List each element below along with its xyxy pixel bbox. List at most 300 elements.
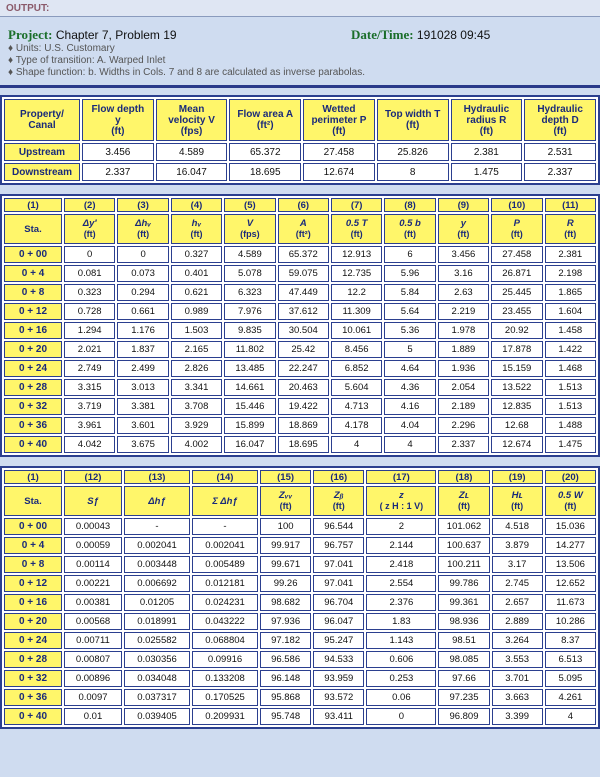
table-cell: 3.719 <box>64 398 115 415</box>
table-cell: 96.148 <box>260 670 311 687</box>
column-header <box>438 486 489 516</box>
table-cell: 11.802 <box>224 341 275 358</box>
table-cell: 25.826 <box>377 143 449 161</box>
table-cell: 65.372 <box>278 246 329 263</box>
table-cell: 0.00896 <box>64 670 122 687</box>
table-cell: 98.682 <box>260 594 311 611</box>
table-row <box>4 246 596 263</box>
project-row <box>8 27 592 43</box>
table-cell: 2.749 <box>64 360 115 377</box>
project-info <box>0 17 600 85</box>
table-cell: 0.253 <box>366 670 436 687</box>
table-row <box>4 518 596 535</box>
table-cell: 2.554 <box>366 575 436 592</box>
station-label: 0 + 20 <box>4 341 62 358</box>
table-cell: 2.296 <box>438 417 489 434</box>
table-cell: 14.277 <box>545 537 596 554</box>
header-line: (fps) <box>180 125 203 137</box>
station-label: 0 + 8 <box>4 556 62 573</box>
table-cell: 96.586 <box>260 651 311 668</box>
table-cell: 0.003448 <box>124 556 190 573</box>
table-cell: 20.92 <box>491 322 542 339</box>
header-symbol: y <box>460 218 467 229</box>
header-unit: (ft) <box>83 229 96 239</box>
table-row <box>4 575 596 592</box>
table-cell: 1.488 <box>545 417 596 434</box>
header-symbol: Δhƒ <box>148 495 166 507</box>
header-unit: (ft) <box>279 501 292 511</box>
column-header <box>4 486 62 516</box>
datetime-value: 191028 09:45 <box>416 28 491 42</box>
table-cell: 23.455 <box>491 303 542 320</box>
table-cell: 5.604 <box>331 379 382 396</box>
table-cell: 2.657 <box>492 594 543 611</box>
table-cell: 2.054 <box>438 379 489 396</box>
table-cell: 12.674 <box>491 436 542 453</box>
table-cell: 3.553 <box>492 651 543 668</box>
column-number: (2) <box>64 198 115 212</box>
table-cell: 0.00114 <box>64 556 122 573</box>
table-cell: 4.178 <box>331 417 382 434</box>
table-cell: 99.917 <box>260 537 311 554</box>
table-cell: 12.735 <box>331 265 382 282</box>
column-number: (16) <box>313 470 364 484</box>
table-cell: 37.612 <box>278 303 329 320</box>
table-cell: 12.674 <box>303 163 375 181</box>
header-line: (ft) <box>553 125 567 137</box>
table-cell: 96.047 <box>313 613 364 630</box>
table-cell: 1.513 <box>545 398 596 415</box>
column-number: (13) <box>124 470 190 484</box>
table-cell: 22.247 <box>278 360 329 377</box>
table-cell: 3.929 <box>171 417 222 434</box>
header-unit: (ft) <box>190 229 203 239</box>
column-header <box>4 214 62 244</box>
table-cell: 4.16 <box>384 398 435 415</box>
table-cell: 0.037317 <box>124 689 190 706</box>
table-cell: 6.513 <box>545 651 596 668</box>
info-line-shape: ♦ Shape function: b. Widths in Cols. 7 and 8 are calculated as inverse parabolas. <box>8 67 365 78</box>
header-symbol: V <box>246 218 254 229</box>
column-header <box>451 99 523 141</box>
column-header <box>492 486 543 516</box>
header-unit: (ft) <box>564 229 577 239</box>
table-cell: 3.264 <box>492 632 543 649</box>
column-number: (17) <box>366 470 436 484</box>
table-cell: 1.176 <box>117 322 168 339</box>
table-cell: 0.00043 <box>64 518 122 535</box>
table-cell: 4.36 <box>384 379 435 396</box>
table-cell: 10.061 <box>331 322 382 339</box>
table-cell: 3.961 <box>64 417 115 434</box>
table-cell: 1.837 <box>117 341 168 358</box>
column-header <box>545 486 596 516</box>
column-number: (20) <box>545 470 596 484</box>
header-line: (ft²) <box>256 120 274 131</box>
table-cell: 97.66 <box>438 670 489 687</box>
header-symbol: Sƒ <box>87 495 99 507</box>
table-row <box>4 613 596 630</box>
table-cell: 2.021 <box>64 341 115 358</box>
table-row <box>4 537 596 554</box>
table-cell: 0.661 <box>117 303 168 320</box>
table-cell: 27.458 <box>491 246 542 263</box>
table-cell: 3.399 <box>492 708 543 725</box>
table-cell: 95.247 <box>313 632 364 649</box>
table-row <box>4 360 596 377</box>
column-header <box>171 214 222 244</box>
header-unit: (ft) <box>332 501 345 511</box>
header-symbol: P <box>513 218 520 229</box>
station-label: 0 + 32 <box>4 398 62 415</box>
header-symbol: 0.5 T <box>345 218 368 229</box>
table-cell: 0.989 <box>171 303 222 320</box>
station-label: 0 + 00 <box>4 246 62 263</box>
table-cell: 0.034048 <box>124 670 190 687</box>
info-line-units: ♦ Units: U.S. Customary <box>8 43 115 54</box>
table-cell: 9.835 <box>224 322 275 339</box>
table-cell: 0.039405 <box>124 708 190 725</box>
table-cell: 0.024231 <box>192 594 258 611</box>
station-label: 0 + 28 <box>4 379 62 396</box>
table-cell: 0.294 <box>117 284 168 301</box>
table-cell: 3.708 <box>171 398 222 415</box>
table-cell: 4 <box>545 708 596 725</box>
table-row <box>4 341 596 358</box>
header-line: depth D <box>541 114 579 126</box>
table-cell: 5 <box>384 341 435 358</box>
column-header <box>524 99 596 141</box>
table-cell: 99.671 <box>260 556 311 573</box>
header-symbol: A <box>299 218 307 229</box>
column-number: (6) <box>278 198 329 212</box>
column-number: (9) <box>438 198 489 212</box>
table-cell: 5.36 <box>384 322 435 339</box>
table-row <box>4 303 596 320</box>
column-number: (18) <box>438 470 489 484</box>
table-cell: 0.621 <box>171 284 222 301</box>
table-row <box>4 398 596 415</box>
column-header <box>124 486 190 516</box>
table-cell: 0.006692 <box>124 575 190 592</box>
table-cell: 3.601 <box>117 417 168 434</box>
table-cell: 3.381 <box>117 398 168 415</box>
table-cell: 27.458 <box>303 143 375 161</box>
column-header <box>491 214 542 244</box>
station-label: 0 + 00 <box>4 518 62 535</box>
header-symbol: z <box>399 490 404 501</box>
table-cell: 4.042 <box>64 436 115 453</box>
table-cell: 0 <box>366 708 436 725</box>
table-cell: 5.078 <box>224 265 275 282</box>
table-cell: 3.675 <box>117 436 168 453</box>
table-cell: - <box>124 518 190 535</box>
table-cell: 97.041 <box>313 575 364 592</box>
header-symbol: Zᵦ <box>333 490 344 501</box>
table-cell: 0.005489 <box>192 556 258 573</box>
project-value: Chapter 7, Problem 19 <box>55 28 177 42</box>
station-label: 0 + 28 <box>4 651 62 668</box>
table-row <box>4 379 596 396</box>
table-cell: 15.036 <box>545 518 596 535</box>
table-cell: 0.012181 <box>192 575 258 592</box>
column-header <box>64 486 122 516</box>
station-label: 0 + 16 <box>4 594 62 611</box>
header-unit: (ft) <box>511 501 524 511</box>
table-cell: 2.63 <box>438 284 489 301</box>
table-cell: 25.42 <box>278 341 329 358</box>
table-cell: 11.309 <box>331 303 382 320</box>
table-cell: 2.337 <box>438 436 489 453</box>
column-header <box>384 214 435 244</box>
table-cell: 4 <box>384 436 435 453</box>
table-cell: 0.081 <box>64 265 115 282</box>
table-cell: 4.04 <box>384 417 435 434</box>
column-number: (14) <box>192 470 258 484</box>
table-row <box>4 670 596 687</box>
table-cell: 3.456 <box>82 143 154 161</box>
table-cell: 0 <box>117 246 168 263</box>
column-header <box>260 486 311 516</box>
table-cell: 3.16 <box>438 265 489 282</box>
table-cell: 94.533 <box>313 651 364 668</box>
station-label: 0 + 36 <box>4 689 62 706</box>
table-row <box>4 708 596 725</box>
header-symbol: Σ Δhƒ <box>212 495 238 507</box>
table-cell: 0.01 <box>64 708 122 725</box>
table-cell: 93.411 <box>313 708 364 725</box>
station-label: 0 + 4 <box>4 537 62 554</box>
table-cell: 95.748 <box>260 708 311 725</box>
column-number: (10) <box>491 198 542 212</box>
datetime-label: Date/Time: <box>351 27 414 42</box>
table-cell: 99.786 <box>438 575 489 592</box>
header-line: Mean <box>178 103 205 115</box>
column-header <box>64 214 115 244</box>
table-cell: 0.002041 <box>124 537 190 554</box>
table-cell: 1.475 <box>451 163 523 181</box>
header-unit: (ft) <box>350 229 363 239</box>
table-cell: 97.041 <box>313 556 364 573</box>
table-cell: 2.826 <box>171 360 222 377</box>
table-cell: 18.695 <box>278 436 329 453</box>
table-row <box>4 143 596 161</box>
table-cell: 0.728 <box>64 303 115 320</box>
table-cell: 12.835 <box>491 398 542 415</box>
column-header <box>229 99 301 141</box>
datetime <box>351 27 490 43</box>
table-cell: 15.159 <box>491 360 542 377</box>
table-row <box>4 651 596 668</box>
station-energy-table <box>0 466 600 729</box>
table-cell: 3.701 <box>492 670 543 687</box>
table-cell: 0.068804 <box>192 632 258 649</box>
table-cell: 0.06 <box>366 689 436 706</box>
column-header <box>313 486 364 516</box>
column-number: (11) <box>545 198 596 212</box>
table-cell: 8.37 <box>545 632 596 649</box>
table-cell: 0 <box>64 246 115 263</box>
table-cell: 18.695 <box>229 163 301 181</box>
header-symbol: Δy′ <box>82 218 97 229</box>
table-cell: 97.235 <box>438 689 489 706</box>
station-label: 0 + 8 <box>4 284 62 301</box>
table-cell: 3.17 <box>492 556 543 573</box>
header-line: Flow depth <box>91 103 145 115</box>
table-cell: 100.637 <box>438 537 489 554</box>
table-cell: 1.604 <box>545 303 596 320</box>
table-cell: 100.211 <box>438 556 489 573</box>
table-cell: 0.323 <box>64 284 115 301</box>
table-cell: 4.589 <box>156 143 228 161</box>
table-cell: 1.458 <box>545 322 596 339</box>
table-cell: 1.475 <box>545 436 596 453</box>
table-cell: 2.189 <box>438 398 489 415</box>
table-cell: 2.499 <box>117 360 168 377</box>
table-cell: 2.889 <box>492 613 543 630</box>
column-header <box>4 99 80 141</box>
info-line-transition: ♦ Type of transition: A. Warped Inlet <box>8 55 166 66</box>
table-cell: 2.531 <box>524 143 596 161</box>
table-cell: 20.463 <box>278 379 329 396</box>
table-cell: 18.869 <box>278 417 329 434</box>
table-cell: 1.978 <box>438 322 489 339</box>
table-row <box>4 284 596 301</box>
column-header <box>377 99 449 141</box>
table-cell: 17.878 <box>491 341 542 358</box>
column-header <box>545 214 596 244</box>
table-cell: 2.745 <box>492 575 543 592</box>
table-cell: 10.286 <box>545 613 596 630</box>
table-cell: 12.913 <box>331 246 382 263</box>
table-row <box>4 632 596 649</box>
table-cell: 47.449 <box>278 284 329 301</box>
table-cell: 96.544 <box>313 518 364 535</box>
table-cell: 12.652 <box>545 575 596 592</box>
table-cell: 1.422 <box>545 341 596 358</box>
table-row <box>4 556 596 573</box>
column-number: (15) <box>260 470 311 484</box>
table-cell: 1.513 <box>545 379 596 396</box>
table-cell: 4 <box>331 436 382 453</box>
table-cell: 2.381 <box>451 143 523 161</box>
table-cell: 6.323 <box>224 284 275 301</box>
table-cell: 0.030356 <box>124 651 190 668</box>
table-cell: 2.219 <box>438 303 489 320</box>
table-cell: 2.165 <box>171 341 222 358</box>
table-cell: 0.401 <box>171 265 222 282</box>
table-cell: 98.51 <box>438 632 489 649</box>
table-cell: 0.025582 <box>124 632 190 649</box>
table-cell: 4.261 <box>545 689 596 706</box>
table-cell: 30.504 <box>278 322 329 339</box>
column-number: (1) <box>4 470 62 484</box>
table-cell: 0.00059 <box>64 537 122 554</box>
header-unit: (ft) <box>404 229 417 239</box>
column-header <box>117 214 168 244</box>
header-symbol: hᵥ <box>191 218 202 229</box>
table-row <box>4 163 596 181</box>
table-cell: 1.83 <box>366 613 436 630</box>
table-cell: 2.376 <box>366 594 436 611</box>
column-number: (1) <box>4 198 62 212</box>
table-cell: 1.936 <box>438 360 489 377</box>
table-cell: 13.522 <box>491 379 542 396</box>
header-line: Canal <box>28 120 56 131</box>
table-row <box>4 322 596 339</box>
table-cell: 0.00568 <box>64 613 122 630</box>
table-cell: 11.673 <box>545 594 596 611</box>
column-header <box>156 99 228 141</box>
header-line: (ft) <box>479 125 494 137</box>
header-line: (ft) <box>111 125 125 137</box>
column-number: (19) <box>492 470 543 484</box>
table-cell: 0.018991 <box>124 613 190 630</box>
table-cell: 1.503 <box>171 322 222 339</box>
table-cell: 2 <box>366 518 436 535</box>
table-cell: 0.09916 <box>192 651 258 668</box>
table-cell: 2.337 <box>524 163 596 181</box>
station-label: 0 + 4 <box>4 265 62 282</box>
station-label: 0 + 40 <box>4 436 62 453</box>
table-row <box>4 436 596 453</box>
table-cell: 4.518 <box>492 518 543 535</box>
table-cell: 93.572 <box>313 689 364 706</box>
table-cell: 16.047 <box>224 436 275 453</box>
table-cell: 2.198 <box>545 265 596 282</box>
header-unit: (ft) <box>457 501 470 511</box>
station-label: 0 + 40 <box>4 708 62 725</box>
header-unit: (ft) <box>564 501 577 511</box>
table-cell: 59.075 <box>278 265 329 282</box>
column-header <box>438 214 489 244</box>
header-line: Wetted <box>322 103 356 115</box>
column-header <box>192 486 258 516</box>
station-label: 0 + 24 <box>4 632 62 649</box>
column-number: (7) <box>331 198 382 212</box>
table-cell: 98.085 <box>438 651 489 668</box>
table-cell: 1.889 <box>438 341 489 358</box>
header-line: Top width T <box>384 109 441 120</box>
table-cell: 3.315 <box>64 379 115 396</box>
station-label: 0 + 36 <box>4 417 62 434</box>
station-geometry-table <box>0 194 600 457</box>
table-cell: 98.936 <box>438 613 489 630</box>
column-number: (4) <box>171 198 222 212</box>
table-cell: 4.589 <box>224 246 275 263</box>
table-cell: 14.661 <box>224 379 275 396</box>
table-cell: 0.133208 <box>192 670 258 687</box>
table-cell: 3.663 <box>492 689 543 706</box>
table-cell: 0.00221 <box>64 575 122 592</box>
table-row <box>4 417 596 434</box>
station-label: 0 + 20 <box>4 613 62 630</box>
table-cell: 2.381 <box>545 246 596 263</box>
table-cell: 3.879 <box>492 537 543 554</box>
table-cell: 3.013 <box>117 379 168 396</box>
header-symbol: Zᵥᵥ <box>278 490 293 501</box>
table-cell: 97.936 <box>260 613 311 630</box>
header-line: y <box>115 114 121 126</box>
table-cell: 99.361 <box>438 594 489 611</box>
station-label: 0 + 16 <box>4 322 62 339</box>
row-label: Upstream <box>4 143 80 161</box>
header-symbol: 0.5 b <box>399 218 421 229</box>
column-number: (12) <box>64 470 122 484</box>
table-cell: 4.002 <box>171 436 222 453</box>
table-cell: 0.073 <box>117 265 168 282</box>
table-cell: 100 <box>260 518 311 535</box>
